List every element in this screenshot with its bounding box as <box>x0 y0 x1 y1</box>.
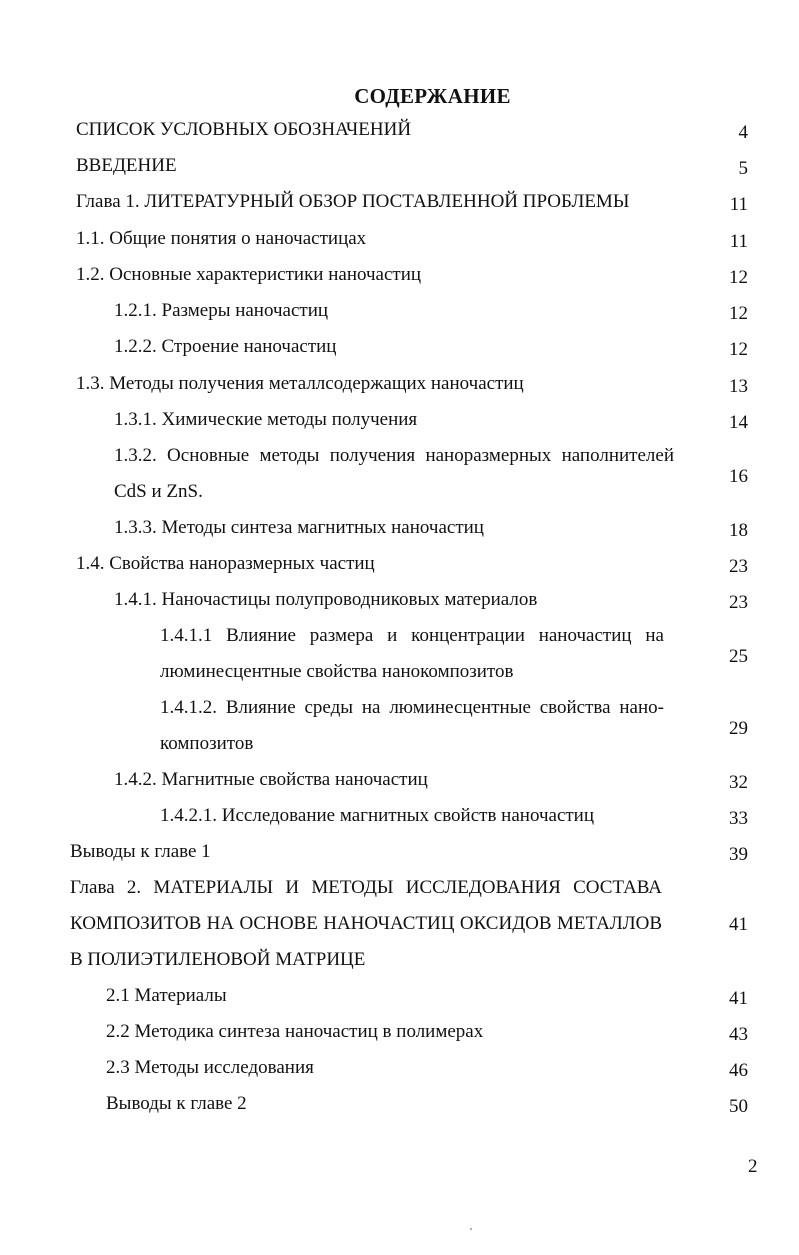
toc-entry-page: 41 <box>729 988 748 1009</box>
toc-entry-page: 46 <box>729 1060 748 1081</box>
toc-entry-text: 1.1. Общие понятия о наночастицах <box>76 228 367 249</box>
toc-entry-page: 18 <box>729 520 748 541</box>
toc-entry-page: 29 <box>729 718 748 739</box>
toc-entry <box>106 1086 686 1122</box>
toc-entry-page: 12 <box>729 303 748 324</box>
toc-entry-text: СПИСОК УСЛОВНЫХ ОБОЗНАЧЕНИЙ <box>76 119 412 140</box>
toc-entry-page: 50 <box>729 1096 748 1117</box>
toc-entry-page: 43 <box>729 1024 748 1045</box>
toc-entry <box>114 510 694 546</box>
toc-entry-text: 1.4.1.1 Влияние размера и концентрации наночастиц на люминесцентные свойства нанокомпозитов <box>160 625 664 682</box>
toc-entry-page: 41 <box>729 914 748 935</box>
toc-entry-page: 23 <box>729 556 748 577</box>
toc-entry-page: 39 <box>729 844 748 865</box>
toc-entry-page: 12 <box>729 267 748 288</box>
toc-entry-text: 1.3.2. Основные методы получения наноразмерных наполнителей CdS и ZnS. <box>114 445 674 502</box>
toc-entry-text: 1.2.1. Размеры наночастиц <box>114 300 329 321</box>
toc-entry <box>114 402 694 438</box>
toc-entry-text: Выводы к главе 2 <box>106 1093 247 1114</box>
toc-entry-text: 1.3. Методы получения металлсодержащих наночастиц <box>76 373 524 394</box>
toc-entry <box>76 546 696 582</box>
toc-entry-page: 25 <box>729 646 748 667</box>
toc-entry <box>160 690 664 762</box>
toc-entry <box>76 148 696 184</box>
toc-entry-text: 1.2.2. Строение наночастиц <box>114 336 337 357</box>
toc-entry-text: 1.4.2. Магнитные свойства наночастиц <box>114 769 428 790</box>
toc-entry-text: 1.2. Основные характеристики наночастиц <box>76 264 422 285</box>
toc-entry-text: Глава 2. МАТЕРИАЛЫ И МЕТОДЫ ИССЛЕДОВАНИЯ СОСТАВА КОМПОЗИТОВ НА ОСНОВЕ НАНОЧАСТИЦ ОКСИДОВ МЕТАЛЛОВ В ПОЛИЭТИЛЕНОВОЙ МАТРИЦЕ <box>70 877 662 970</box>
toc-entry <box>70 870 662 978</box>
toc-entry-text: 1.3.1. Химические методы получения <box>114 409 418 430</box>
toc-entry-text: 1.4.2.1. Исследование магнитных свойств наночастиц <box>160 805 595 826</box>
toc-entry-page: 14 <box>729 412 748 433</box>
toc-entry-page: 5 <box>738 158 748 179</box>
toc-entry-page: 33 <box>729 808 748 829</box>
toc-entry <box>114 582 694 618</box>
toc-entry-text: 2.3 Методы исследования <box>106 1057 314 1078</box>
toc-entry-text: 1.4.1. Наночастицы полупроводниковых материалов <box>114 589 538 610</box>
toc-entry-text: 1.4.1.2. Влияние среды на люминесцентные свойства нано-композитов <box>160 697 664 754</box>
toc-entry <box>106 1050 686 1086</box>
toc-entry <box>76 366 696 402</box>
toc-entry <box>70 834 690 870</box>
toc-entry <box>76 184 706 220</box>
toc-entry-page: 13 <box>729 376 748 397</box>
toc-entry-page: 32 <box>729 772 748 793</box>
toc-entry <box>114 438 674 510</box>
toc-entry <box>76 221 696 257</box>
toc-entry-text: 2.1 Материалы <box>106 985 227 1006</box>
toc-entry-page: 11 <box>729 194 748 215</box>
toc-title: СОДЕРЖАНИЕ <box>354 84 511 108</box>
toc-entry <box>160 618 664 690</box>
toc-entry-text: 2.2 Методика синтеза наночастиц в полимерах <box>106 1021 484 1042</box>
toc-entry-text: 1.3.3. Методы синтеза магнитных наночастиц <box>114 517 484 538</box>
toc-entry-text: Глава 1. ЛИТЕРАТУРНЫЙ ОБЗОР ПОСТАВЛЕННОЙ ПРОБЛЕМЫ <box>76 191 630 212</box>
toc-entry <box>76 257 696 293</box>
toc-entry-text: Выводы к главе 1 <box>70 841 211 862</box>
scan-speck <box>470 1228 472 1230</box>
toc-entry-page: 23 <box>729 592 748 613</box>
toc-entry <box>76 112 696 148</box>
toc-entry <box>114 762 694 798</box>
toc-entry-page: 4 <box>738 122 748 143</box>
toc-entry-page: 16 <box>729 466 748 487</box>
toc-entry <box>114 329 694 365</box>
toc-entry <box>160 798 694 834</box>
toc-entry-text: 1.4. Свойства наноразмерных частиц <box>76 553 375 574</box>
toc-entry-text: ВВЕДЕНИЕ <box>76 155 177 176</box>
toc-entry <box>106 1014 686 1050</box>
page-number: 2 <box>748 1156 758 1177</box>
toc-entry <box>114 293 694 329</box>
toc-entry-page: 12 <box>729 339 748 360</box>
toc-entry <box>106 978 686 1014</box>
toc-entry-page: 11 <box>729 231 748 252</box>
